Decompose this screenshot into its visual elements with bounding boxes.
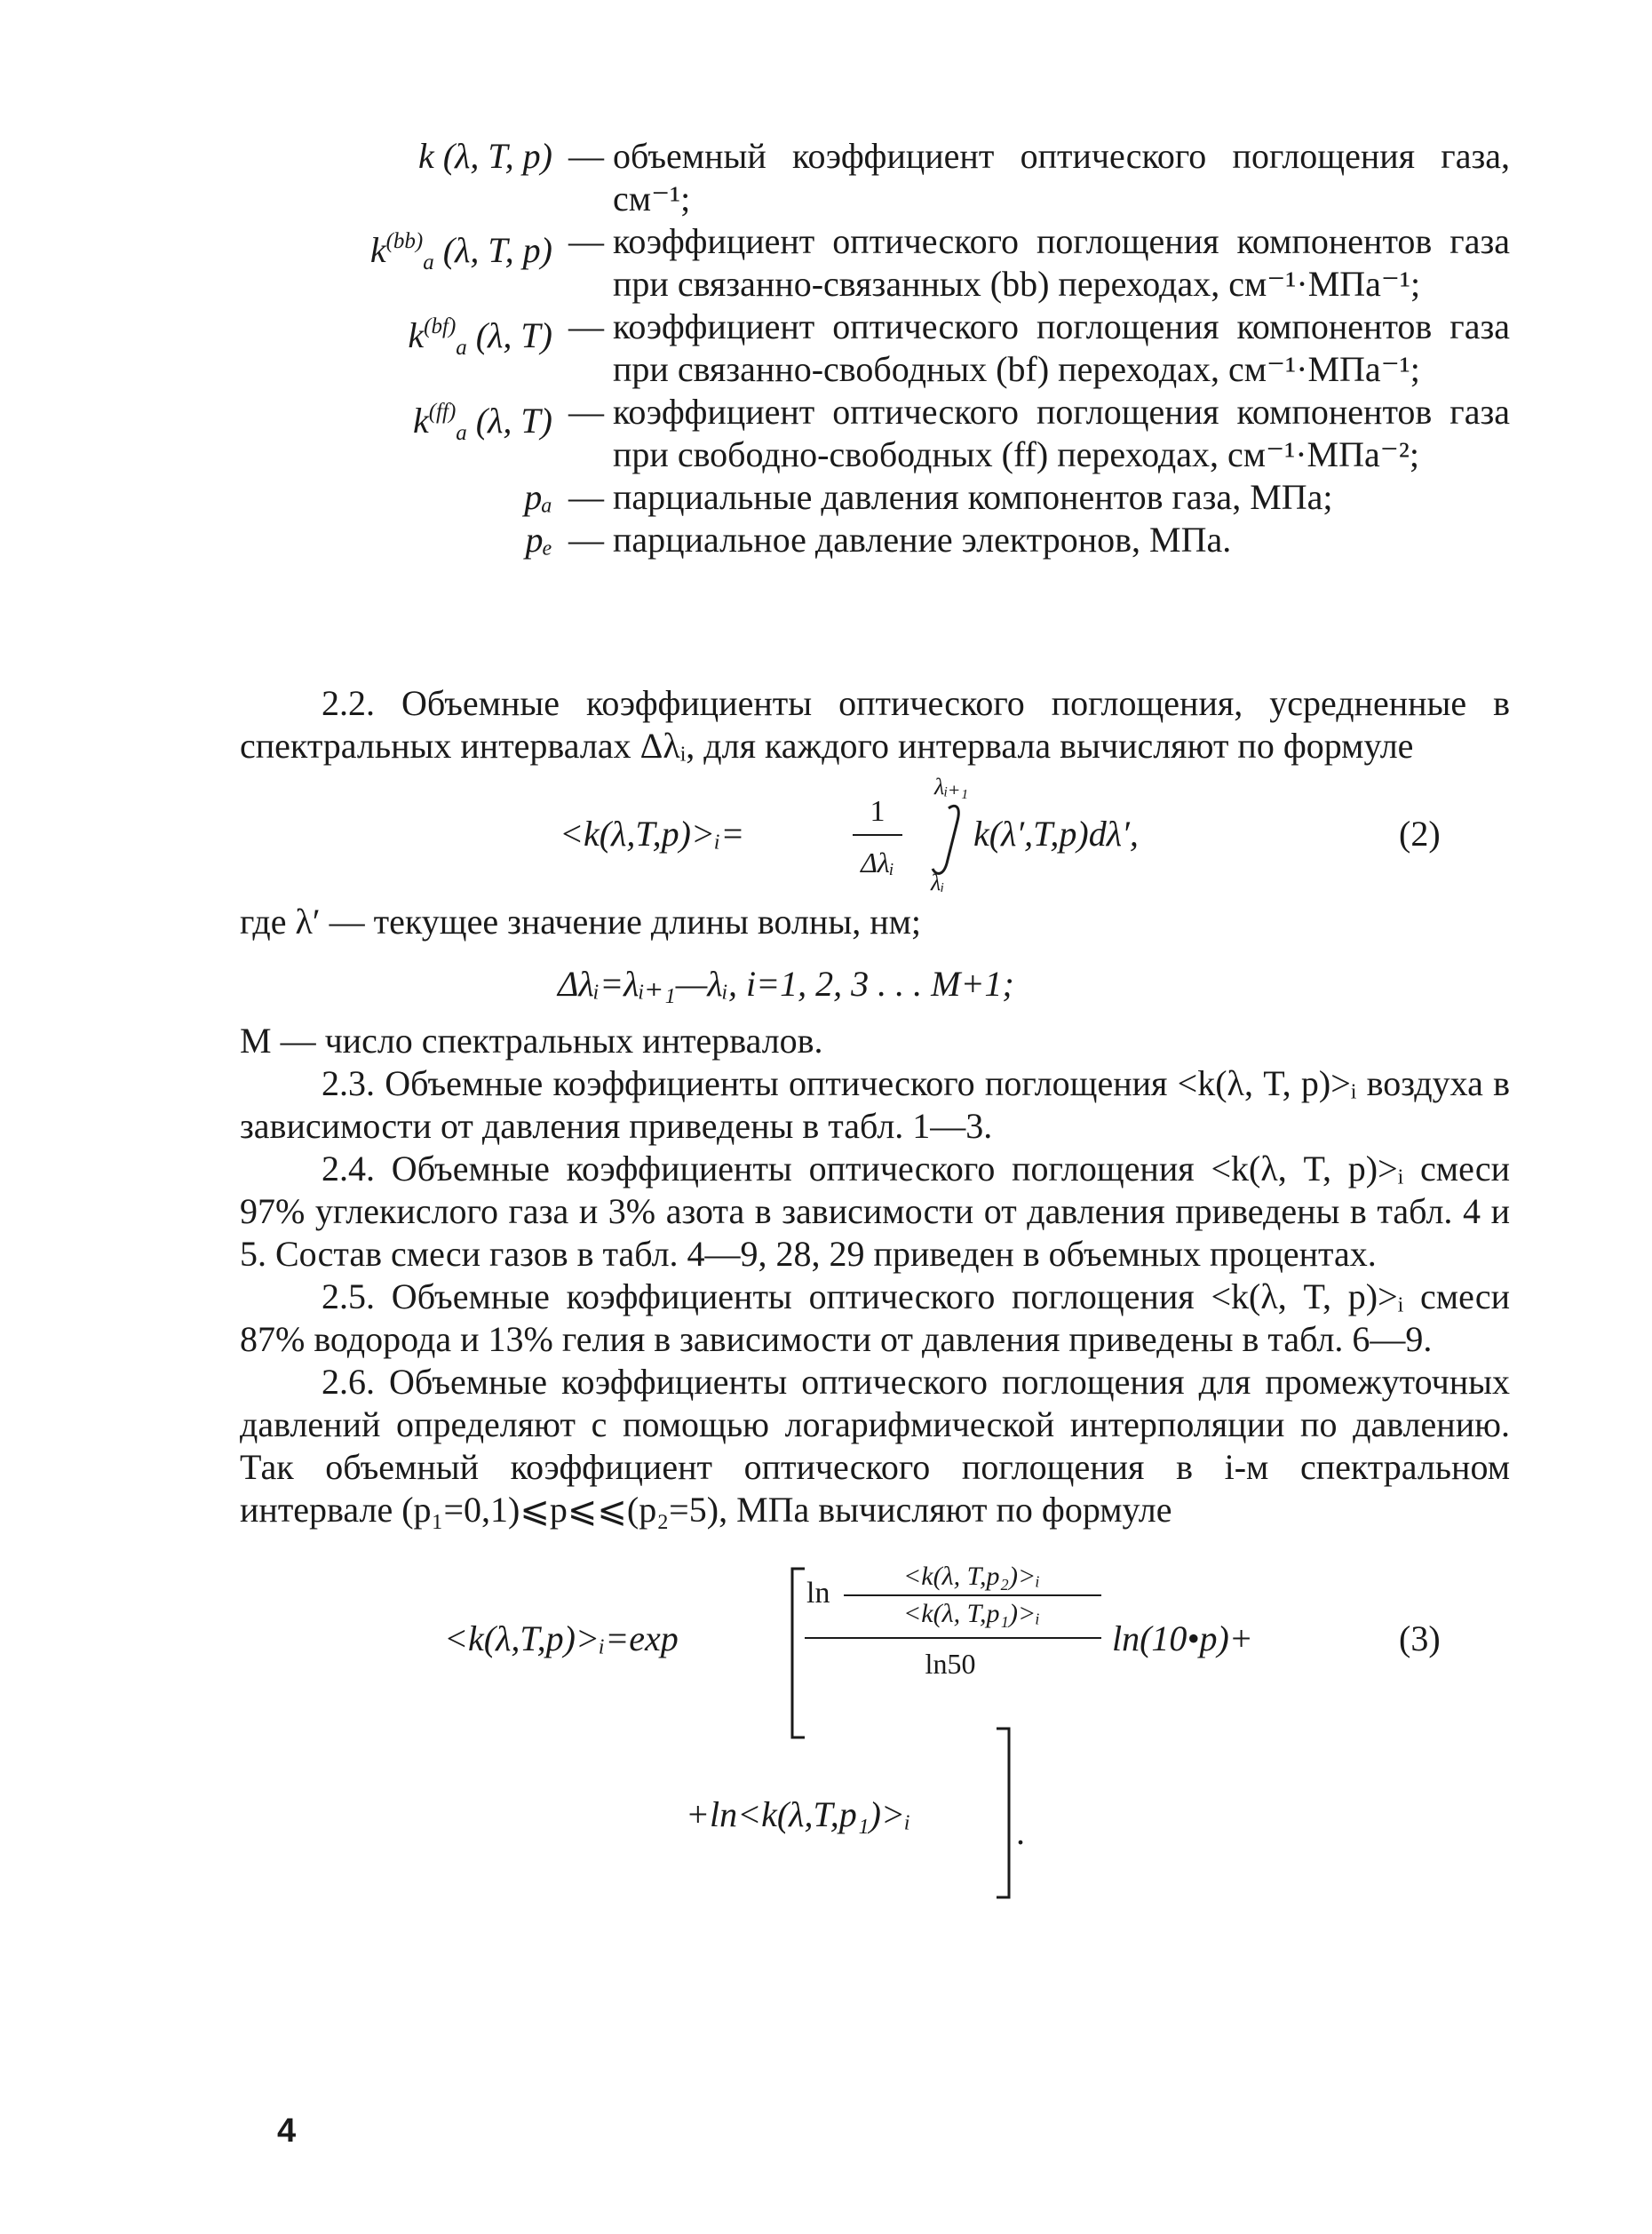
formula-3-lhs: <k(λ,T,p)>ᵢ=exp bbox=[444, 1618, 679, 1658]
definition-text: парциальное давление электронов, МПа. bbox=[613, 520, 1232, 560]
formula-2-graphic bbox=[240, 767, 1510, 892]
paragraph-2-4: 2.4. Объемные коэффициенты оптического поглощения <k(λ, T, p)>ᵢ смеси 97% углекислого газа и 3% азота в зависимости от давления приведены в табл. 4 и 5. Состав смеси газов в табл. 4—9, 28, 29 приведен в объемных процентах. bbox=[240, 1149, 1510, 1274]
delta-line: Δλᵢ=λᵢ₊₁—λᵢ, i=1, 2, 3 . . . M+1; bbox=[558, 964, 1014, 1004]
formula-3-ln: ln bbox=[806, 1577, 830, 1610]
formula-3-graphic bbox=[240, 1551, 1510, 1924]
definition-row bbox=[240, 519, 1510, 561]
definition-row bbox=[240, 391, 1510, 476]
formula-3-inner-numerator: <k(λ, T,p₂)>ᵢ bbox=[903, 1562, 1040, 1591]
formula-3-tail: ln(10•p)+ bbox=[1112, 1618, 1253, 1658]
paragraph-2-2: 2.2. Объемные коэффициенты оптического поглощения, усредненные в спектральных интервалах Δλᵢ, для каждого интервала вычисляют по формуле bbox=[240, 683, 1510, 766]
where-line: где λ′ — текущее значение длины волны, нм; bbox=[240, 902, 922, 942]
definition-symbol: $k^{(ff)}_a$ (λ, T) bbox=[412, 400, 552, 445]
definition-row bbox=[240, 135, 1510, 220]
m-line: M — число спектральных интервалов. bbox=[240, 1021, 823, 1061]
integral-icon bbox=[933, 806, 958, 873]
formula-2-number: (2) bbox=[1399, 814, 1441, 854]
definition-dash: — bbox=[568, 477, 604, 517]
formula-3-inner-denominator: <k(λ, T,p₁)>ᵢ bbox=[903, 1599, 1040, 1628]
formula-2-integrand: k(λ′,T,p)dλ′, bbox=[973, 814, 1139, 854]
formula-3-number: (3) bbox=[1399, 1618, 1441, 1658]
paragraph-2-6: 2.6. Объемные коэффициенты оптического поглощения для промежуточных давлений определяют с помощью логарифмической интерполяции по давлению. Так объемный коэффициент оптического поглощения в i-м спектральном интервале (p₁=0,1)⩽p⩽⩽(p₂=5), МПа вычисляют по формуле bbox=[240, 1362, 1510, 1530]
formula-3-denominator: ln50 bbox=[925, 1648, 976, 1680]
definition-dash: — bbox=[568, 306, 604, 346]
definition-dash: — bbox=[568, 392, 604, 432]
definitions-list bbox=[240, 135, 1510, 561]
definition-row bbox=[240, 220, 1510, 306]
formula-2 bbox=[240, 767, 1510, 892]
formula-3-end: . bbox=[1016, 1812, 1025, 1852]
formula-2-lhs: <k(λ,T,p)>ᵢ= bbox=[560, 814, 745, 854]
definition-symbol: k (λ, T, p) bbox=[418, 136, 552, 176]
paragraph-2-3: 2.3. Объемные коэффициенты оптического поглощения <k(λ, T, p)>ᵢ воздуха в зависимости от давления приведены в табл. 1—3. bbox=[240, 1063, 1510, 1146]
right-bracket-icon bbox=[997, 1729, 1009, 1897]
definition-row bbox=[240, 476, 1510, 519]
definition-row bbox=[240, 306, 1510, 391]
definition-symbol: $k^{(bb)}_a$ (λ, T, p) bbox=[369, 229, 552, 274]
paragraph-2-5: 2.5. Объемные коэффициенты оптического поглощения <k(λ, T, p)>ᵢ смеси 87% водорода и 13% гелия в зависимости от давления приведены в табл. 6—9. bbox=[240, 1276, 1510, 1359]
definition-dash: — bbox=[568, 221, 604, 261]
formula-3-second-line: +ln<k(λ,T,p₁)>ᵢ bbox=[686, 1794, 911, 1834]
formula-3 bbox=[240, 1551, 1510, 1924]
definition-symbol: $k^{(bf)}_a$ (λ, T) bbox=[408, 314, 552, 360]
formula-2-fraction-numerator: 1 bbox=[870, 795, 886, 828]
definition-text: коэффициент оптического поглощения компонентов газа при свободно-свободных (ff) переходах, см⁻¹·МПа⁻²; bbox=[613, 392, 1510, 474]
left-bracket-icon bbox=[792, 1569, 805, 1737]
definition-symbol: pₑ bbox=[525, 520, 552, 560]
formula-2-integral-upper: λᵢ₊₁ bbox=[934, 774, 969, 799]
main-text bbox=[240, 682, 1510, 1924]
definition-dash: — bbox=[568, 136, 604, 176]
definition-text: парциальные давления компонентов газа, МПа; bbox=[613, 477, 1333, 517]
page-number: 4 bbox=[277, 2112, 297, 2150]
definition-dash: — bbox=[568, 520, 604, 560]
definition-text: коэффициент оптического поглощения компонентов газа при связанно-свободных (bf) переходах, см⁻¹·МПа⁻¹; bbox=[613, 306, 1510, 389]
definition-symbol: pₐ bbox=[524, 477, 552, 517]
definition-text: объемный коэффициент оптического поглощения газа, см⁻¹; bbox=[613, 136, 1510, 219]
formula-2-fraction-denominator: Δλᵢ bbox=[861, 847, 894, 878]
definition-text: коэффициент оптического поглощения компонентов газа при связанно-связанных (bb) переходах, см⁻¹·МПа⁻¹; bbox=[613, 221, 1510, 304]
formula-2-integral-lower: λᵢ bbox=[931, 870, 945, 892]
